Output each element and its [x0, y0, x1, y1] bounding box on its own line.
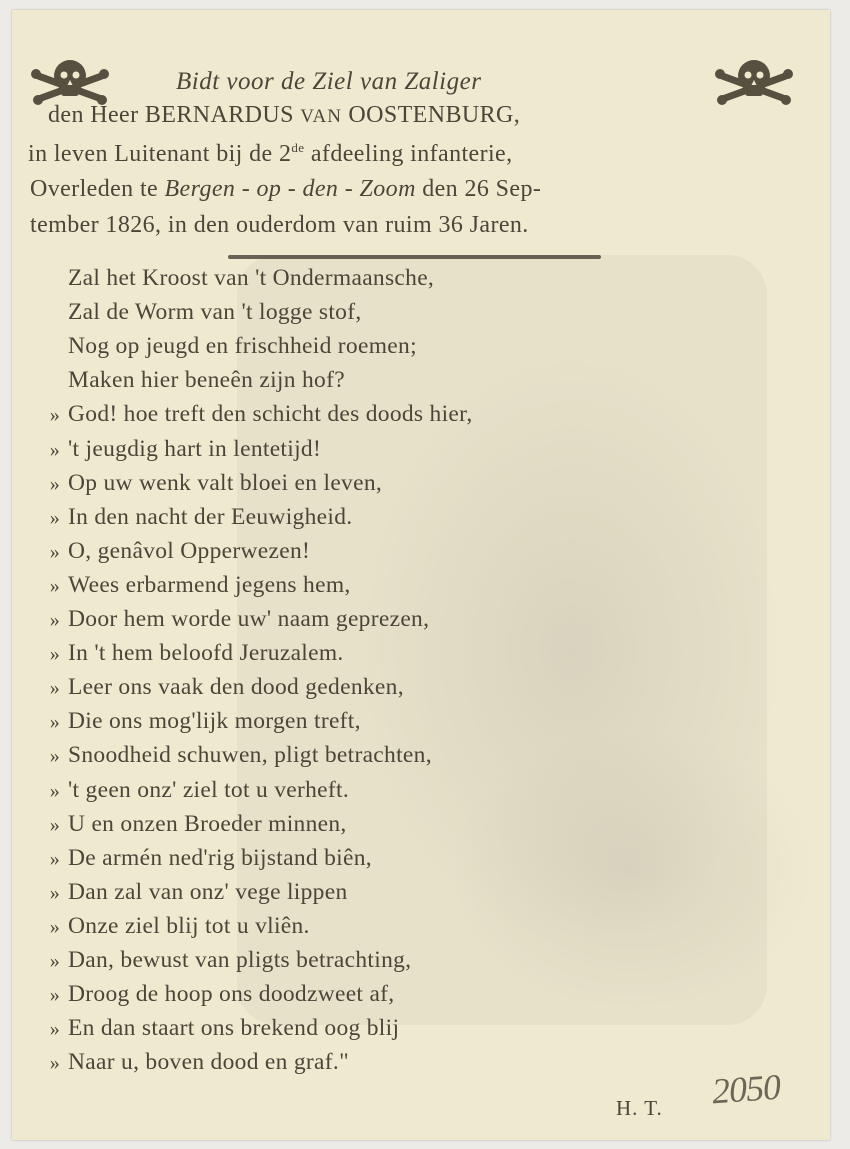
quote-mark: »	[49, 472, 60, 495]
poem-line	[68, 367, 345, 394]
poem-line-text: In 't hem beloofd Jeruzalem.	[68, 640, 344, 667]
ordinal-suffix: de	[291, 140, 305, 155]
quote-mark: »	[49, 506, 60, 529]
quote-mark: »	[49, 574, 60, 597]
quote-mark: »	[49, 813, 60, 836]
quote-mark: »	[49, 404, 60, 427]
death-place-line	[30, 176, 541, 203]
poem-line	[49, 469, 383, 497]
death-place: Bergen - op - den - Zoom	[164, 176, 416, 202]
poem-line-text: Maken hier beneên zijn hof?	[68, 367, 345, 394]
printer-initials: H. T.	[616, 1096, 663, 1120]
poem-line	[49, 435, 322, 463]
poem-line	[49, 1015, 400, 1042]
poem-line	[49, 640, 344, 667]
poem-line-text: Zal het Kroost van 't Ondermaansche,	[68, 265, 435, 291]
poem-line	[68, 333, 417, 360]
quote-mark: »	[49, 540, 60, 563]
poem-line-text: Naar u, boven dood en graf."	[68, 1049, 349, 1076]
rank-line	[28, 140, 513, 168]
quote-mark: »	[49, 1018, 60, 1041]
rank-text: in leven Luitenant bij de 2	[28, 141, 292, 167]
poem-line-text: Dan zal van onz' vege lippen	[68, 878, 348, 905]
poem-line	[49, 742, 432, 769]
poem-line	[49, 537, 311, 565]
quote-mark: »	[49, 677, 60, 700]
poem-line	[49, 503, 353, 531]
quote-mark: »	[49, 847, 60, 870]
poem-line	[49, 878, 348, 906]
poem-line-text: Onze ziel blij tot u vliên.	[68, 912, 310, 939]
honorific: den Heer	[48, 102, 145, 128]
memorial-card	[12, 10, 830, 1140]
poem-line	[49, 947, 412, 974]
prayer-heading: Bidt voor de Ziel van Zaliger	[176, 68, 482, 95]
unit-text: afdeeling infanterie,	[304, 141, 513, 167]
poem-line-text: Droog de hoop ons doodzweet af,	[68, 981, 395, 1008]
poem-line	[49, 708, 361, 735]
name-particle: VAN	[300, 106, 342, 127]
poem-line-text: O, genâvol Opperwezen!	[68, 537, 311, 564]
poem-line-text: Nog op jeugd en frischheid roemen;	[68, 333, 417, 360]
death-date-line: tember 1826, in den ouderdom van ruim 36 Jaren.	[30, 212, 529, 238]
quote-mark: »	[49, 609, 60, 631]
poem-line	[49, 401, 473, 428]
quote-mark: »	[49, 1052, 60, 1075]
poem-line-text: Leer ons vaak den dood gedenken,	[68, 674, 404, 701]
deceased-name-line	[48, 102, 520, 129]
death-date-start: den 26 Sep-	[415, 176, 542, 202]
quote-mark: »	[49, 984, 60, 1007]
poem-line-text: Snoodheid schuwen, pligt betrachten,	[68, 742, 432, 769]
poem-line	[49, 810, 347, 838]
surname: OOSTENBURG,	[348, 102, 521, 128]
poem-line-text: Dan, bewust van pligts betrachting,	[68, 947, 412, 973]
poem-line	[68, 299, 362, 326]
quote-mark: »	[49, 643, 60, 666]
skull-and-crossbones-icon	[712, 54, 796, 110]
poem-line	[49, 912, 310, 940]
first-name: BERNARDUS	[144, 102, 294, 128]
poem-line-text: Op uw wenk valt bloei en leven,	[68, 469, 383, 496]
poem-line-text: 't geen onz' ziel tot u verheft.	[68, 776, 350, 803]
poem-line-text: God! hoe treft den schicht des doods hier,	[68, 401, 473, 428]
poem-line	[68, 265, 434, 292]
poem-line-text: Wees erbarmend jegens hem,	[68, 571, 351, 598]
poem-line	[49, 606, 430, 633]
death-text: Overleden te	[30, 176, 165, 202]
poem-line-text: Die ons mog'lijk morgen treft,	[68, 708, 361, 735]
poem-line-text: In den nacht der Eeuwigheid.	[68, 503, 353, 530]
poem-line-text: U en onzen Broeder minnen,	[68, 810, 347, 837]
quote-mark: »	[49, 779, 60, 802]
inventory-number: 2050	[710, 1066, 782, 1112]
poem-line	[49, 844, 372, 872]
poem-line	[49, 1049, 349, 1076]
poem-line	[49, 571, 351, 599]
quote-mark: »	[49, 950, 60, 972]
quote-mark: »	[49, 438, 60, 461]
quote-mark: »	[49, 881, 60, 904]
poem-line	[49, 776, 350, 804]
poem-line-text: De armén ned'rig bijstand biên,	[68, 844, 372, 871]
poem-line	[49, 674, 404, 701]
divider-rule	[228, 255, 601, 259]
poem-line	[49, 981, 395, 1008]
poem-line-text: En dan staart ons brekend oog blij	[68, 1015, 400, 1042]
poem-line-text: Door hem worde uw' naam geprezen,	[68, 606, 430, 632]
quote-mark: »	[49, 711, 60, 734]
poem-line-text: Zal de Worm van 't logge stof,	[68, 299, 362, 326]
quote-mark: »	[49, 915, 60, 938]
poem-line-text: 't jeugdig hart in lentetijd!	[68, 435, 322, 462]
quote-mark: »	[49, 745, 60, 768]
